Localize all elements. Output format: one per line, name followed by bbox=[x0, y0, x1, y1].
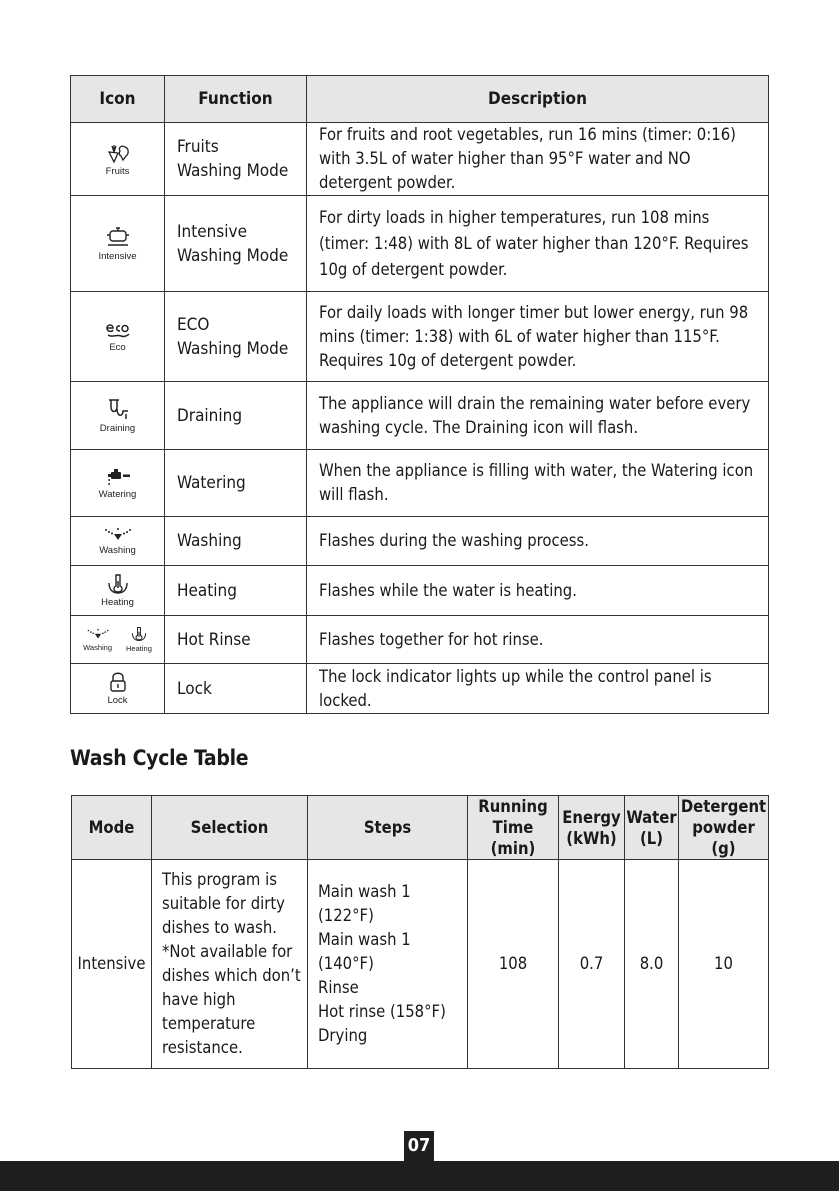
function-description: The lock indicator lights up while the control panel is locked. bbox=[307, 664, 769, 714]
step-line: Main wash 1 (122°F) bbox=[318, 882, 411, 925]
fruits-caption: Fruits bbox=[105, 165, 130, 177]
selection-line: dishes to wash. bbox=[162, 918, 277, 937]
function-name-line: Lock bbox=[177, 678, 212, 699]
function-row-eco bbox=[71, 292, 769, 382]
function-row-watering bbox=[71, 450, 769, 517]
intensive-icon bbox=[105, 225, 131, 249]
water-cell: 8.0 bbox=[625, 860, 679, 1069]
header-line: Running bbox=[478, 797, 548, 816]
heating-caption: Heating bbox=[126, 644, 152, 653]
function-row-draining bbox=[71, 382, 769, 450]
draining-icon bbox=[105, 397, 131, 421]
energy-cell: 0.7 bbox=[559, 860, 625, 1069]
selection-line: resistance. bbox=[162, 1038, 243, 1057]
function-row-heating bbox=[71, 566, 769, 616]
header-line: Energy bbox=[562, 807, 621, 827]
function-name-line: Heating bbox=[177, 580, 237, 601]
running-time-header bbox=[468, 796, 559, 860]
water-header bbox=[625, 796, 679, 860]
watering-caption: Watering bbox=[98, 488, 137, 500]
wash-cycle-row bbox=[72, 860, 769, 1069]
header-line: Time (min) bbox=[490, 818, 536, 858]
eco-caption: Eco bbox=[109, 342, 126, 353]
energy-header bbox=[559, 796, 625, 860]
washing-icon bbox=[103, 527, 133, 543]
description-header: Description bbox=[307, 76, 769, 123]
function-name-line: ECO bbox=[177, 314, 210, 335]
function-header: Function bbox=[165, 76, 307, 123]
wash-cycle-header bbox=[72, 796, 769, 860]
hot-rinse-icon bbox=[71, 626, 164, 653]
icon-header: Icon bbox=[71, 76, 165, 123]
selection-line: temperature bbox=[162, 1014, 256, 1033]
function-name-line: Washing Mode bbox=[177, 338, 289, 359]
heating-caption: Heating bbox=[101, 597, 134, 608]
steps-header: Steps bbox=[308, 796, 468, 860]
function-table-header bbox=[71, 76, 769, 123]
washing-caption: Washing bbox=[83, 642, 113, 652]
header-line: Water bbox=[626, 807, 677, 827]
function-row-fruits bbox=[71, 123, 769, 196]
intensive-caption: Intensive bbox=[98, 251, 137, 262]
step-line: Hot rinse (158°F) bbox=[318, 1002, 446, 1021]
function-row-intensive bbox=[71, 196, 769, 292]
function-name-line: Watering bbox=[177, 473, 246, 493]
function-name-line: Intensive bbox=[177, 221, 247, 242]
eco-icon bbox=[105, 320, 131, 340]
washing-icon bbox=[86, 628, 110, 641]
draining-caption: Draining bbox=[99, 423, 136, 434]
function-row-lock bbox=[71, 664, 769, 714]
function-description: Flashes together for hot rinse. bbox=[307, 616, 769, 664]
selection-line: have high bbox=[162, 990, 236, 1009]
washing-caption: Washing bbox=[99, 544, 136, 556]
header-line: powder (g) bbox=[692, 818, 755, 858]
function-row-hot-rinse bbox=[71, 616, 769, 664]
function-table bbox=[70, 75, 769, 714]
wash-cycle-title: Wash Cycle Table bbox=[70, 746, 249, 770]
fruits-icon bbox=[105, 142, 131, 164]
selection-line: suitable for dirty bbox=[162, 894, 285, 913]
footer-bar bbox=[0, 1161, 839, 1191]
selection-line: *Not available for bbox=[162, 942, 293, 961]
header-line: (L) bbox=[639, 828, 664, 848]
function-name-line: Washing Mode bbox=[177, 161, 289, 181]
function-description: For fruits and root vegetables, run 16 mins (timer: 0:16) with 3.5L of water higher than 95°F water and NO detergent powder. bbox=[307, 123, 769, 196]
wash-cycle-table bbox=[71, 795, 769, 1069]
function-name-line: Draining bbox=[177, 405, 243, 426]
detergent-header bbox=[679, 796, 769, 860]
step-line: Main wash 1 (140°F) bbox=[318, 930, 411, 973]
function-row-washing bbox=[71, 517, 769, 566]
step-line: Drying bbox=[318, 1026, 368, 1045]
selection-line: dishes which don’t bbox=[162, 966, 301, 985]
header-line: Detergent bbox=[680, 797, 767, 816]
selection-header: Selection bbox=[152, 796, 308, 860]
heating-icon bbox=[106, 573, 130, 595]
function-name-line: Washing bbox=[177, 531, 242, 551]
function-name-line: Hot Rinse bbox=[177, 629, 251, 650]
watering-icon bbox=[104, 467, 132, 487]
lock-icon bbox=[108, 671, 128, 693]
function-name-line: Fruits bbox=[177, 137, 219, 157]
mode-cell: Intensive bbox=[72, 860, 152, 1069]
function-description: For dirty loads in higher temperatures, run 108 mins (timer: 1:48) with 8L of water higher than 120°F. Requires 10g of detergent powder. bbox=[307, 196, 769, 292]
running-time-cell: 108 bbox=[468, 860, 559, 1069]
function-description: The appliance will drain the remaining water before every washing cycle. The Draining icon will flash. bbox=[307, 382, 769, 450]
function-description: When the appliance is filling with water, the Watering icon will flash. bbox=[307, 450, 769, 517]
steps-cell bbox=[308, 860, 468, 1069]
mode-header: Mode bbox=[72, 796, 152, 860]
function-name-line: Washing Mode bbox=[177, 245, 289, 266]
detergent-cell: 10 bbox=[679, 860, 769, 1069]
selection-line: This program is bbox=[162, 870, 277, 889]
page-number: 07 bbox=[404, 1131, 434, 1161]
heating-icon bbox=[130, 626, 148, 642]
function-description: For daily loads with longer timer but lower energy, run 98 mins (timer: 1:38) with 6L of water higher than 115°F. Requires 10g of detergent powder. bbox=[307, 292, 769, 382]
step-line: Rinse bbox=[318, 978, 359, 997]
selection-cell bbox=[152, 860, 308, 1069]
lock-caption: Lock bbox=[107, 695, 128, 706]
function-description: Flashes during the washing process. bbox=[307, 517, 769, 566]
header-line: (kWh) bbox=[566, 828, 617, 848]
function-description: Flashes while the water is heating. bbox=[307, 566, 769, 616]
